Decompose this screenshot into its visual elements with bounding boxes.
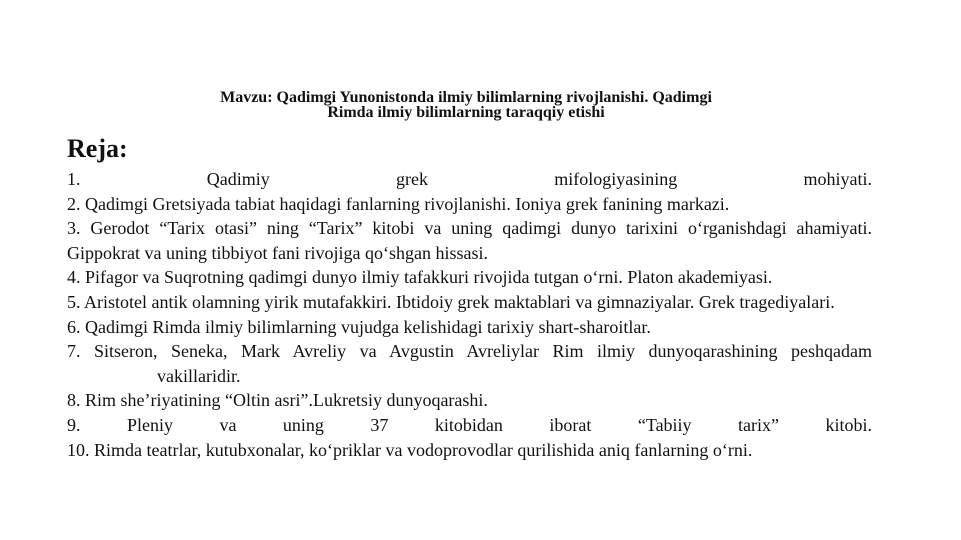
plan-heading: Reja: [67, 134, 128, 163]
slide-title-line-2: Rimda ilmiy bilimlarning taraqqiy etishi [327, 104, 605, 121]
plan-item-10: 10. Rimda teatrlar, kutubxonalar, ko‘priklar va vodoprovodlar qurilishida aniq fanlarning o‘rni. [67, 439, 753, 460]
plan-item-2: 2. Qadimgi Gretsiyada tabiat haqidagi fanlarning rivojlanishi. Ioniya grek fanining markazi. [67, 193, 730, 214]
plan-item-7-continuation: vakillaridir. [157, 365, 241, 386]
plan-item-7-text: 7. Sitseron, Seneka, Mark Avreliy va Avgustin Avreliylar Rim ilmiy dunyoqarashining peshqadam [67, 341, 872, 362]
plan-item-5: 5. Aristotel antik olamning yirik mutafakkiri. Ibtidoiy grek maktablari va gimnaziyalar. Grek tragediyalari. [67, 291, 835, 312]
slide-title [150, 90, 782, 120]
plan-item-3: 3. Gerodot “Tarix otasi” ning “Tarix” kitobi va uning qadimgi dunyo tarixini o‘rganishdagi ahamiyati. Gippokrat va uning tibbiyot fani rivojiga qo‘shgan hissasi. [67, 218, 872, 263]
plan-item-9: 9. Pleniy va uning 37 kitobidan iborat “Tabiiy tarix” kitobi. [67, 414, 872, 435]
plan-item-7 [67, 339, 872, 388]
plan-item-6: 6. Qadimgi Rimda ilmiy bilimlarning vujudga kelishidagi tarixiy shart-sharoitlar. [67, 316, 651, 337]
plan-item-1: 1. Qadimiy grek mifologiyasining mohiyati. [67, 169, 872, 189]
slide-title-line-1: Mavzu: Qadimgi Yunonistonda ilmiy bilimlarning rivojlanishi. Qadimgi [220, 89, 712, 106]
plan-item-8: 8. Rim she’riyatining “Oltin asri”.Lukretsiy dunyoqarashi. [67, 390, 488, 411]
plan-item-4: 4. Pifagor va Suqrotning qadimgi dunyo ilmiy tafakkuri rivojida tutgan o‘rni. Platon akademiyasi. [67, 267, 773, 288]
plan-list [67, 167, 872, 462]
